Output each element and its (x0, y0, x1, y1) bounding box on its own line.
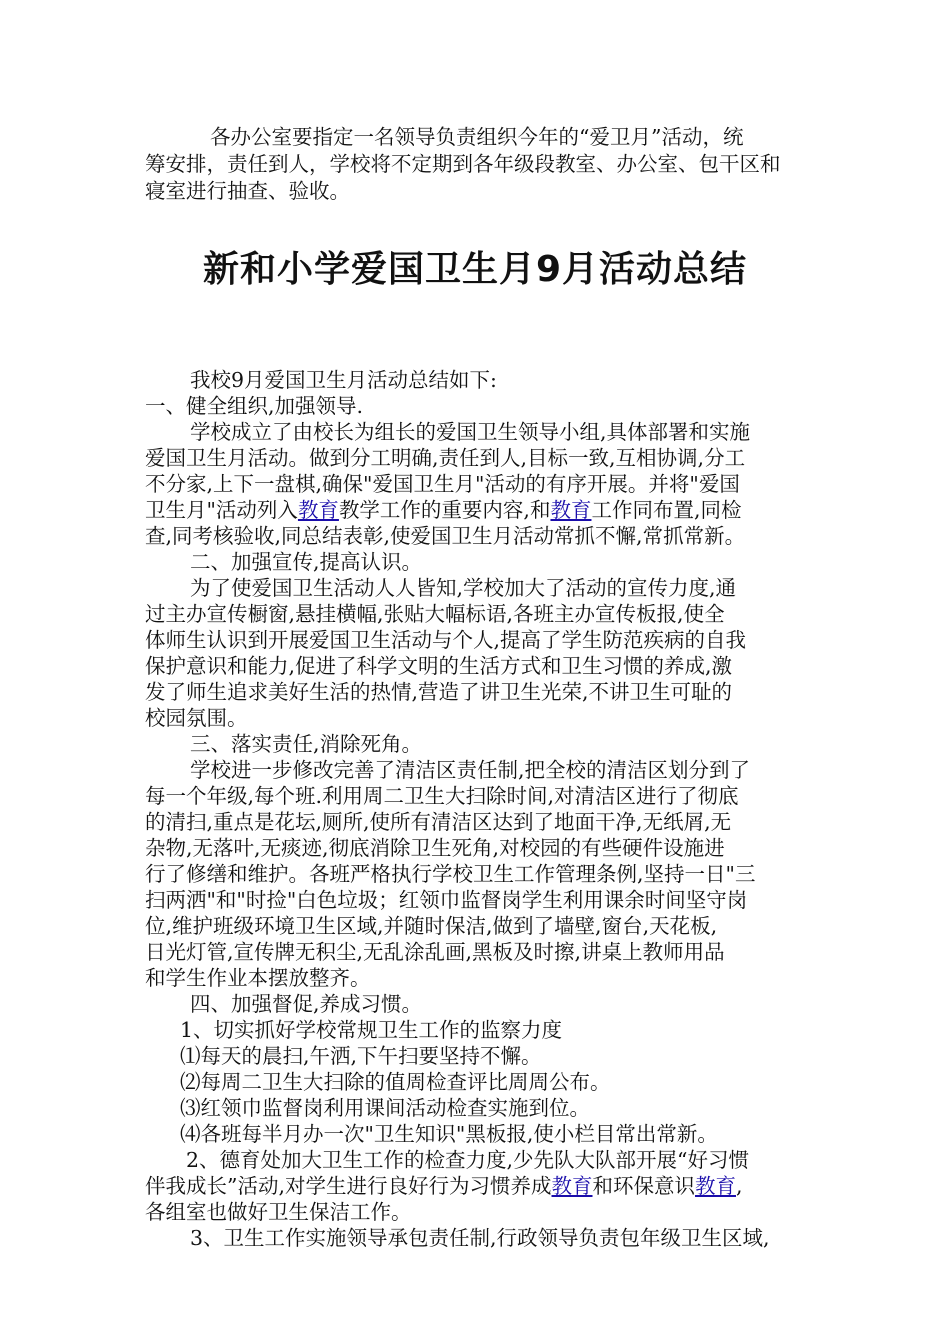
education-link[interactable]: 教育 (551, 1174, 593, 1198)
text-run: 伴我成长”活动,对学生进行良好行为习惯养成 (145, 1174, 552, 1198)
paragraph-line: 扫两洒"和"时捡"白色垃圾；红领巾监督岗学生利用课余时间坚守岗 (145, 888, 748, 912)
paragraph-line: 保护意识和能力,促进了科学文明的生活方式和卫生习惯的养成,激 (145, 654, 733, 678)
paragraph-line: 过主办宣传橱窗,悬挂横幅,张贴大幅标语,各班主办宣传板报,使全 (145, 602, 725, 626)
paragraph-line: 查,同考核验收,同总结表彰,使爱国卫生月活动常抓不懈,常抓常新。 (145, 524, 746, 548)
paragraph-line: 学校进一步修改完善了清洁区责任制,把全校的清洁区划分到了 (190, 758, 751, 782)
paragraph-line (145, 1173, 743, 1199)
section-heading-4: 四、加强督促,养成习惯。 (190, 992, 423, 1016)
section-heading-2: 二、加强宣传,提高认识。 (190, 550, 423, 574)
intro-line-2: 筹安排，责任到人，学校将不定期到各年级段教室、办公室、包干区和 (145, 152, 781, 176)
text-run: , (736, 1174, 743, 1198)
paragraph-line: 3、卫生工作实施领导承包责任制,行政领导负责包年级卫生区域, (190, 1226, 770, 1250)
intro-line-3: 寝室进行抽查、验收。 (145, 179, 350, 203)
paragraph-line: 和学生作业本摆放整齐。 (145, 966, 371, 990)
paragraph-line: 日光灯管,宣传牌无积尘,无乱涂乱画,黑板及时擦,讲桌上教师用品 (145, 940, 725, 964)
paragraph-line: 行了修缮和维护。各班严格执行学校卫生工作管理条例,坚持一日"三 (145, 862, 756, 886)
paragraph-line: 学校成立了由校长为组长的爱国卫生领导小组,具体部署和实施 (190, 420, 751, 444)
list-item: 1、切实抓好学校常规卫生工作的监察力度 (180, 1018, 563, 1042)
paragraph-line: 校园氛围。 (145, 706, 248, 730)
list-item: ⑶红领巾监督岗利用课间活动检查实施到位。 (180, 1096, 590, 1120)
paragraph-line: 体师生认识到开展爱国卫生活动与个人,提高了学生防范疾病的自我 (145, 628, 747, 652)
text-run: 工作同布置,同检 (591, 498, 742, 522)
intro-line-1: 各办公室要指定一名领导负责组织今年的“爱卫月”活动，统 (210, 125, 744, 149)
paragraph-line: 位,维护班级环境卫生区域,并随时保洁,做到了墙壁,窗台,天花板, (145, 914, 718, 938)
paragraph-line (145, 497, 742, 523)
paragraph-line: 2、德育处加大卫生工作的检查力度,少先队大队部开展“好习惯 (186, 1148, 750, 1172)
text-run: 卫生月"活动列入 (145, 498, 298, 522)
section-heading-3: 三、落实责任,消除死角。 (190, 732, 423, 756)
paragraph-line: 不分家,上下一盘棋,确保"爱国卫生月"活动的有序开展。并将"爱国 (145, 472, 740, 496)
paragraph-line: 发了师生追求美好生活的热情,营造了讲卫生光荣,不讲卫生可耻的 (145, 680, 733, 704)
paragraph-line: 各组室也做好卫生保洁工作。 (145, 1200, 412, 1224)
summary-lead: 我校9月爱国卫生月活动总结如下: (190, 368, 497, 392)
list-item: ⑵每周二卫生大扫除的值周检查评比周周公布。 (180, 1070, 611, 1094)
section-heading-1: 一、健全组织,加强领导. (145, 394, 364, 418)
paragraph-line: 爱国卫生月活动。做到分工明确,责任到人,目标一致,互相协调,分工 (145, 446, 746, 470)
text-run: 和环保意识 (592, 1174, 695, 1198)
education-link[interactable]: 教育 (550, 498, 592, 522)
education-link[interactable]: 教育 (695, 1174, 736, 1198)
text-run: 教学工作的重要内容,和 (338, 498, 551, 522)
paragraph-line: 杂物,无落叶,无痰迹,彻底消除卫生死角,对校园的有些硬件设施进 (145, 836, 725, 860)
list-item: ⑴每天的晨扫,午洒,下午扫要坚持不懈。 (180, 1044, 542, 1068)
list-item: ⑷各班每半月办一次"卫生知识"黑板报,使小栏目常出常新。 (180, 1122, 718, 1146)
paragraph-line: 每一个年级,每个班.利用周二卫生大扫除时间,对清洁区进行了彻底 (145, 784, 739, 808)
paragraph-line: 的清扫,重点是花坛,厕所,使所有清洁区达到了地面干净,无纸屑,无 (145, 810, 732, 834)
paragraph-line: 为了使爱国卫生活动人人皆知,学校加大了活动的宣传力度,通 (190, 576, 737, 600)
education-link[interactable]: 教育 (297, 498, 339, 522)
document-title: 新和小学爱国卫生月9月活动总结 (202, 249, 748, 290)
